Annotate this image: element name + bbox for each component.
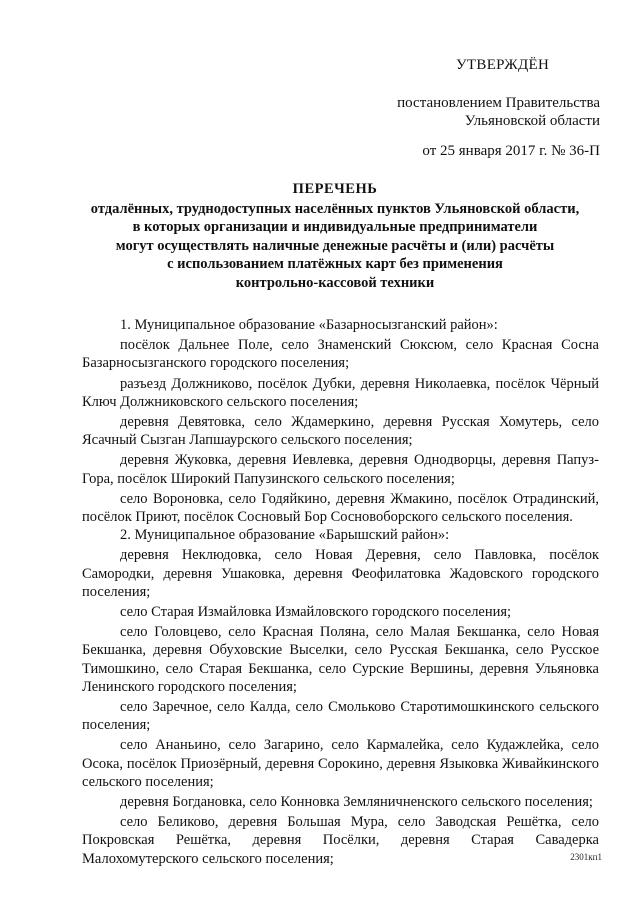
heading-line: могут осуществлять наличные денежные расчёты и (или) расчёты: [115, 237, 555, 254]
list-item: село Заречное, село Калда, село Смольково Старотимошкинского сельского поселения;: [82, 699, 599, 734]
heading-line: с использованием платёжных карт без применения: [167, 256, 503, 272]
approval-block: [380, 56, 610, 160]
list-item: деревня Девятовка, село Ждамеркино, деревня Русская Хомутерь, село Ясачный Сызган Лапшаурского сельского поселения;: [82, 414, 599, 449]
list-item: село Ананьино, село Загарино, село Кармалейка, село Кудажлейка, село Осока, посёлок Приозёрный, деревня Сорокино, деревня Языковка Живайкинского сельского поселения;: [82, 737, 599, 790]
approval-line-3: от 25 января 2017 г. № 36-П: [422, 143, 600, 159]
list-item: посёлок Дальнее Поле, село Знаменский Сюксюм, село Красная Сосна Базарносызганского городского поселения;: [82, 337, 599, 372]
list-item: село Головцево, село Красная Поляна, село Малая Бекшанка, село Новая Бекшанка, деревня Обуховские Выселки, село Русская Бекшанка, село Русское Тимошкино, село Старая Бекшанка, село Сурские Вершины, деревня Ульяновка Ленинского городского поселения;: [82, 624, 599, 695]
list-item: деревня Жуковка, деревня Иевлевка, деревня Однодворцы, деревня Папуз-Гора, посёлок Широкий Папузинского сельского поселения;: [82, 452, 599, 487]
section-heading: 1. Муниципальное образование «Базарносызганский район»:: [120, 317, 498, 333]
heading-line: отдалённых, труднодоступных населённых пунктов Ульяновской области,: [90, 200, 580, 217]
list-item: село Беликово, деревня Большая Мура, село Заводская Решётка, село Покровская Решётка, деревня Посёлки, деревня Старая Савадерка Малохомутерского сельского поселения;: [82, 814, 599, 867]
heading-line: в которых организации и индивидуальные предприниматели: [132, 219, 538, 235]
section-heading: 2. Муниципальное образование «Барышский район»:: [120, 527, 450, 544]
document-title: ПЕРЕЧЕНЬ: [292, 181, 378, 197]
document-body: [82, 316, 599, 868]
approval-line-1: постановлением Правительства: [397, 95, 600, 111]
document-code: 2301кп1: [570, 852, 602, 862]
list-item: село Старая Измайловка Измайловского городского поселения;: [120, 604, 512, 621]
list-item: разъезд Должниково, посёлок Дубки, деревня Николаевка, посёлок Чёрный Ключ Должниковского сельского поселения;: [82, 375, 599, 410]
approval-line-2: Ульяновской области: [464, 113, 600, 129]
list-item: деревня Богдановка, село Конновка Земляничненского сельского поселения;: [120, 794, 593, 811]
list-item: деревня Неклюдовка, село Новая Деревня, село Павловка, посёлок Самородки, деревня Ушаковка, деревня Феофилатовка Жадовского городского поселения;: [82, 547, 599, 600]
heading-line: контрольно-кассовой техники: [235, 274, 435, 291]
document-heading: [40, 180, 630, 292]
list-item: село Вороновка, село Годяйкино, деревня Жмакино, посёлок Отрадинский, посёлок Приют, посёлок Сосновый Бор Сосновоборского сельского поселения.: [82, 490, 599, 526]
approved-label: УТВЕРЖДЁН: [456, 57, 550, 73]
